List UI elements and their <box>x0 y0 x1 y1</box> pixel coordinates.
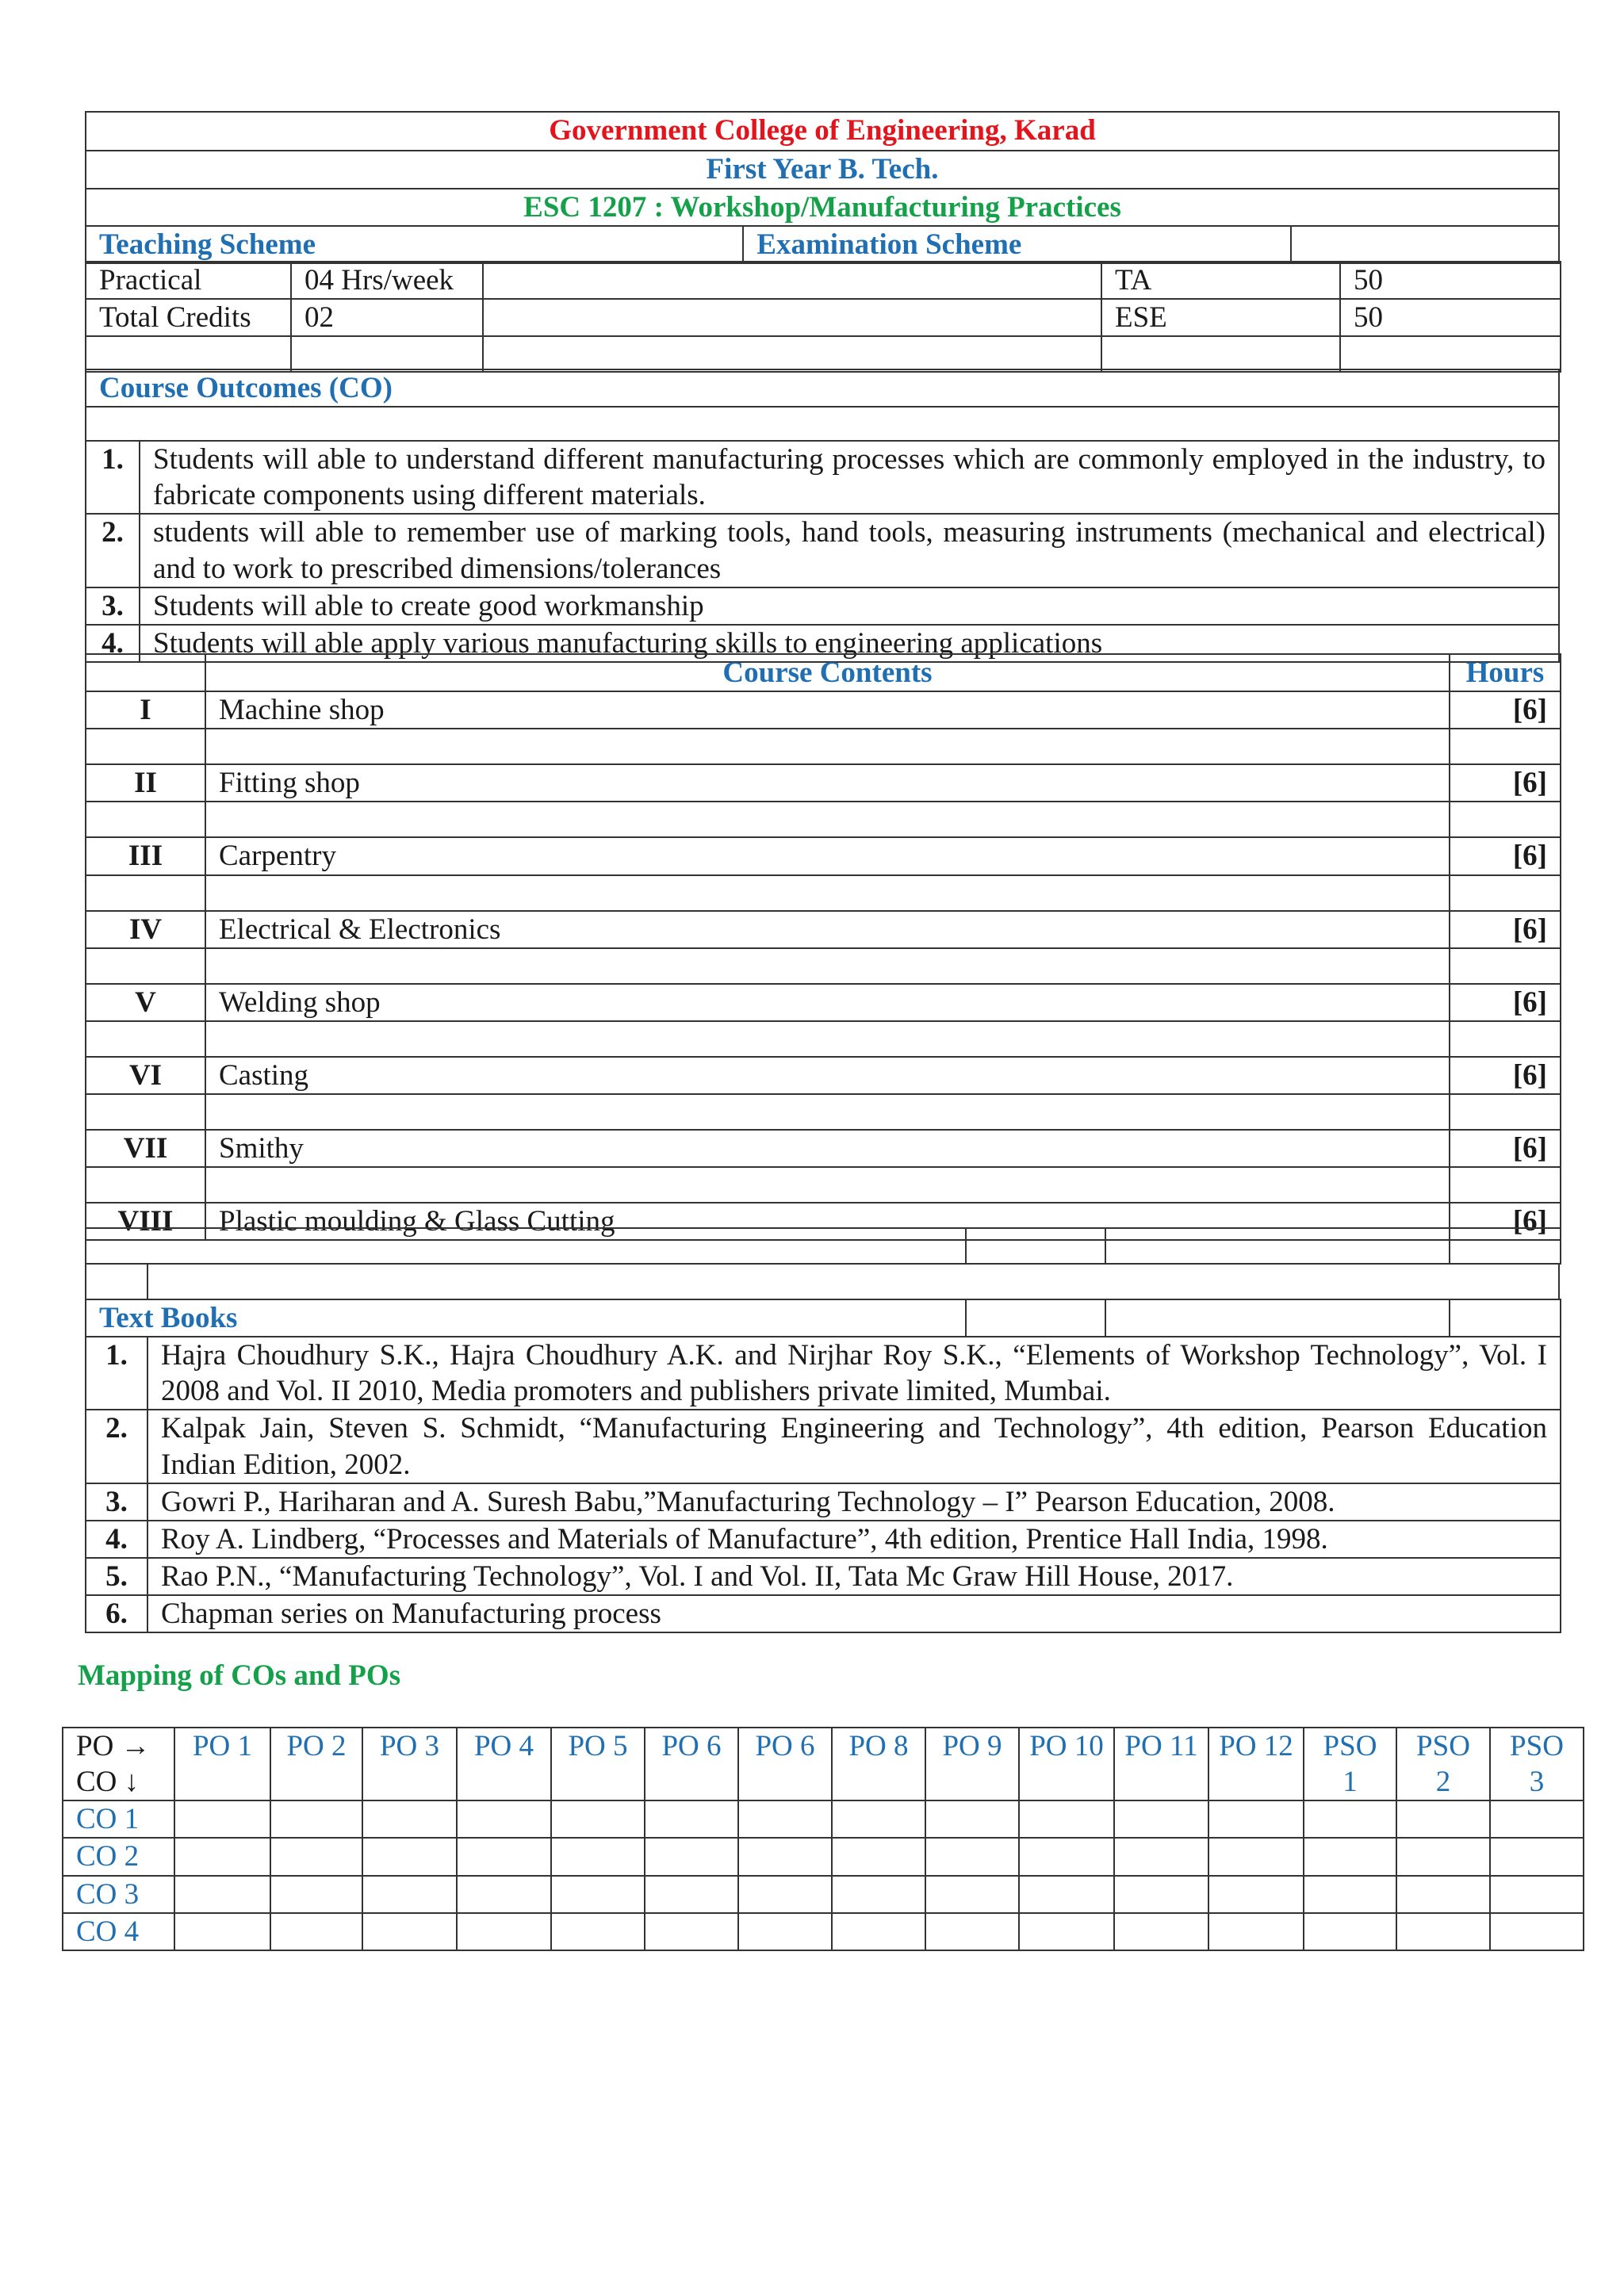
outcome-text: Students will able to create good workmanship <box>140 587 1559 625</box>
blank-cell <box>205 1094 1450 1130</box>
blank-cell <box>1450 729 1561 764</box>
unit-hours: [6] <box>1450 837 1561 874</box>
mapping-table <box>62 1727 1584 1951</box>
teaching-scheme-label: Teaching Scheme <box>86 226 743 263</box>
po-header: PO 5 <box>551 1728 645 1800</box>
blank-cell <box>1340 336 1561 372</box>
blank-cell <box>205 875 1450 911</box>
unit-number: VIII <box>86 1203 205 1240</box>
textbook-number: 2. <box>86 1410 147 1483</box>
unit-hours: [6] <box>1450 911 1561 948</box>
exam-value: 50 <box>1340 299 1561 336</box>
scheme-blank <box>1291 226 1559 263</box>
exam-key: ESE <box>1101 299 1340 336</box>
blank-cell <box>1450 948 1561 984</box>
blank-cell <box>86 336 291 372</box>
textbook-text: Kalpak Jain, Steven S. Schmidt, “Manufacturing Engineering and Technology”, 4th edition, Pearson Education Indian Edition, 2002. <box>147 1410 1561 1483</box>
po-arrow-label: PO → <box>76 1730 151 1762</box>
unit-number: IV <box>86 911 205 948</box>
unit-name: Machine shop <box>205 691 1450 729</box>
blank-cell <box>1101 336 1340 372</box>
pso-header: PSO 3 <box>1490 1728 1584 1800</box>
scheme-value: 02 <box>291 299 483 336</box>
blank-cell <box>86 802 205 837</box>
blank-cell <box>205 802 1450 837</box>
pso-header: PSO 2 <box>1396 1728 1490 1800</box>
blank-cell <box>205 948 1450 984</box>
unit-hours: [6] <box>1450 691 1561 729</box>
outcome-number: 3. <box>86 587 140 625</box>
co-row <box>63 1876 1584 1913</box>
textbook-number: 4. <box>86 1521 147 1558</box>
textbook-number: 6. <box>86 1595 147 1632</box>
outcome-text: students will able to remember use of marking tools, hand tools, measuring instruments (mechanical and electrical) and to work to prescribed dimensions/tolerances <box>140 514 1559 587</box>
textbook-text: Hajra Choudhury S.K., Hajra Choudhury A.K. and Nirjhar Roy S.K., “Elements of Workshop Technology”, Vol. I 2008 and Vol. II 2010, Media promoters and publishers private limited, Mumbai. <box>147 1337 1561 1410</box>
spacer-table-2 <box>85 1263 1560 1300</box>
unit-name: Carpentry <box>205 837 1450 874</box>
course-title: ESC 1207 : Workshop/Manufacturing Practices <box>86 189 1559 226</box>
unit-hours: [6] <box>1450 1203 1561 1240</box>
blank-cell <box>86 729 205 764</box>
unit-number: III <box>86 837 205 874</box>
scheme-spacer <box>483 299 1101 336</box>
college-title: Government College of Engineering, Karad <box>86 112 1559 151</box>
textbook-number: 3. <box>86 1483 147 1521</box>
unit-number: VII <box>86 1130 205 1167</box>
unit-name: Welding shop <box>205 984 1450 1021</box>
blank-cell <box>291 336 483 372</box>
contents-title: Course Contents <box>205 654 1450 691</box>
po-header: PO 10 <box>1019 1728 1114 1800</box>
unit-name: Smithy <box>205 1130 1450 1167</box>
unit-hours: [6] <box>1450 984 1561 1021</box>
unit-number: I <box>86 691 205 729</box>
unit-hours: [6] <box>1450 764 1561 802</box>
scheme-key: Total Credits <box>86 299 291 336</box>
blank-cell <box>86 654 205 691</box>
blank-cell <box>1450 802 1561 837</box>
scheme-key: Practical <box>86 262 291 299</box>
blank-cell <box>86 1167 205 1203</box>
po-header: PO 8 <box>832 1728 925 1800</box>
textbook-text: Gowri P., Hariharan and A. Suresh Babu,”Manufacturing Technology – I” Pearson Education, 2008. <box>147 1483 1561 1521</box>
blank-cell <box>86 1228 966 1264</box>
blank-cell <box>1450 1021 1561 1057</box>
textbook-number: 1. <box>86 1337 147 1410</box>
blank-cell <box>205 1167 1450 1203</box>
textbooks-title: Text Books <box>86 1299 966 1337</box>
textbook-text: Roy A. Lindberg, “Processes and Materials of Manufacture”, 4th edition, Prentice Hall India, 1998. <box>147 1521 1561 1558</box>
unit-name: Electrical & Electronics <box>205 911 1450 948</box>
blank-cell <box>483 336 1101 372</box>
unit-number: II <box>86 764 205 802</box>
co-label: CO 3 <box>63 1876 174 1913</box>
pso-header: PSO 1 <box>1304 1728 1396 1800</box>
mapping-corner <box>63 1728 174 1800</box>
blank-cell <box>86 1094 205 1130</box>
exam-scheme-label: Examination Scheme <box>743 226 1291 263</box>
contents-table <box>85 653 1561 1241</box>
blank-cell <box>86 1021 205 1057</box>
outcomes-title: Course Outcomes (CO) <box>86 369 1559 407</box>
mapping-title: Mapping of COs and POs <box>78 1659 401 1692</box>
co-label: CO 2 <box>63 1838 174 1875</box>
unit-number: VI <box>86 1057 205 1094</box>
blank-cell <box>205 1021 1450 1057</box>
unit-name: Casting <box>205 1057 1450 1094</box>
syllabus-table <box>85 111 1560 264</box>
scheme-table <box>85 261 1561 373</box>
blank-cell <box>1450 1167 1561 1203</box>
unit-number: V <box>86 984 205 1021</box>
po-header: PO 6 <box>645 1728 738 1800</box>
co-row <box>63 1800 1584 1838</box>
textbook-text: Chapman series on Manufacturing process <box>147 1595 1561 1632</box>
scheme-value: 04 Hrs/week <box>291 262 483 299</box>
blank-cell <box>147 1264 1559 1299</box>
blank-cell <box>86 948 205 984</box>
blank-cell <box>966 1299 1105 1337</box>
po-header: PO 6 <box>738 1728 832 1800</box>
unit-hours: [6] <box>1450 1130 1561 1167</box>
po-header: PO 9 <box>925 1728 1019 1800</box>
blank-cell <box>1450 1094 1561 1130</box>
outcome-text: Students will able to understand different manufacturing processes which are commonly employed in the industry, to fabricate components using different materials. <box>140 441 1559 514</box>
spacer-table <box>85 1227 1561 1265</box>
unit-hours: [6] <box>1450 1057 1561 1094</box>
blank-cell <box>1105 1299 1450 1337</box>
exam-value: 50 <box>1340 262 1561 299</box>
scheme-spacer <box>483 262 1101 299</box>
blank-cell <box>1450 1299 1561 1337</box>
co-row <box>63 1838 1584 1875</box>
textbook-number: 5. <box>86 1558 147 1595</box>
textbook-text: Rao P.N., “Manufacturing Technology”, Vol. I and Vol. II, Tata Mc Graw Hill House, 2017. <box>147 1558 1561 1595</box>
po-header: PO 1 <box>174 1728 270 1800</box>
outcome-text: Students will able apply various manufacturing skills to engineering applications <box>140 625 1559 662</box>
blank-cell <box>1450 875 1561 911</box>
blank-cell <box>86 1264 147 1299</box>
outcomes-table <box>85 369 1560 663</box>
unit-name: Plastic moulding & Glass Cutting <box>205 1203 1450 1240</box>
po-header: PO 3 <box>362 1728 457 1800</box>
co-row <box>63 1913 1584 1950</box>
year-title: First Year B. Tech. <box>86 151 1559 189</box>
blank-cell <box>86 875 205 911</box>
blank-row <box>86 407 1559 441</box>
po-header: PO 12 <box>1208 1728 1304 1800</box>
outcome-number: 1. <box>86 441 140 514</box>
blank-cell <box>205 729 1450 764</box>
po-header: PO 4 <box>457 1728 551 1800</box>
blank-cell <box>1105 1228 1450 1264</box>
po-header: PO 2 <box>270 1728 362 1800</box>
textbooks-table <box>85 1299 1561 1633</box>
co-label: CO 4 <box>63 1913 174 1950</box>
co-arrow-label: CO ↓ <box>76 1766 140 1799</box>
blank-cell <box>966 1228 1105 1264</box>
po-header: PO 11 <box>1114 1728 1208 1800</box>
outcome-number: 2. <box>86 514 140 587</box>
blank-cell <box>1450 1228 1561 1264</box>
hours-label: Hours <box>1450 654 1561 691</box>
outcome-number: 4. <box>86 625 140 662</box>
co-label: CO 1 <box>63 1800 174 1838</box>
exam-key: TA <box>1101 262 1340 299</box>
unit-name: Fitting shop <box>205 764 1450 802</box>
